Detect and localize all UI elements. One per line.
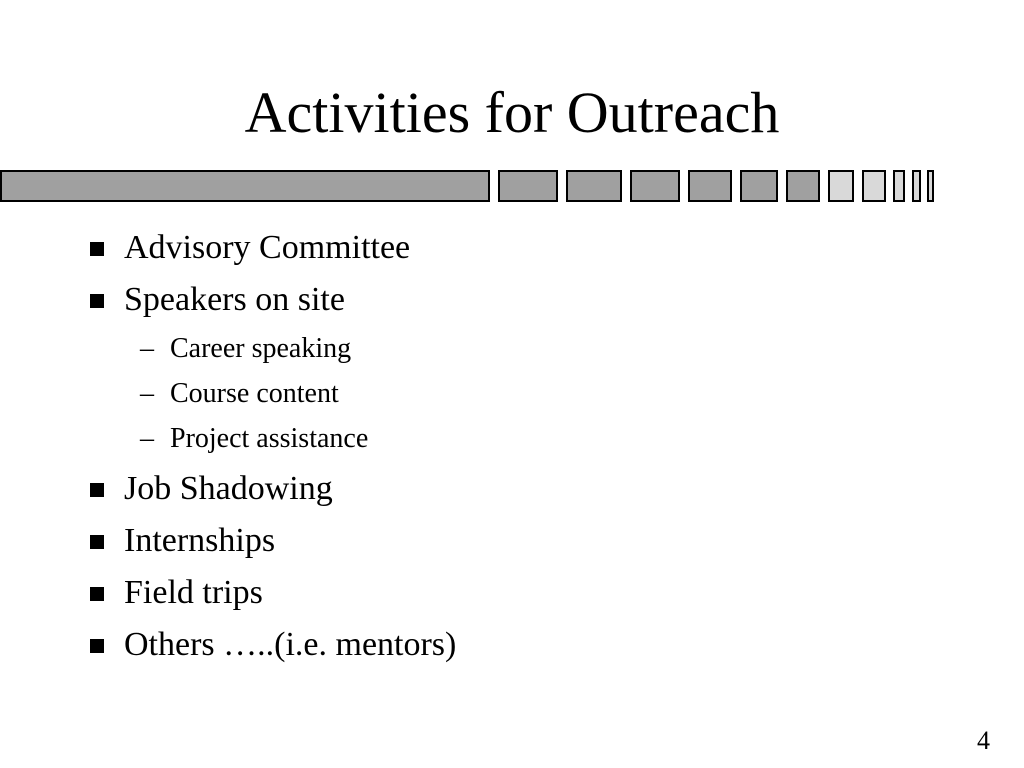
square-bullet-icon — [90, 587, 104, 601]
sub-list-item-text: Career speaking — [170, 333, 352, 364]
square-bullet-icon — [90, 483, 104, 497]
page-number: 4 — [977, 726, 990, 755]
sub-list-item — [140, 422, 369, 456]
square-bullet-icon — [90, 639, 104, 653]
dash-bullet-icon: – — [140, 333, 154, 364]
list-item — [124, 573, 263, 613]
dash-bullet-icon: – — [140, 378, 154, 409]
slide-title: Activities for Outreach — [244, 80, 780, 145]
sub-list-item-text: Project assistance — [170, 423, 369, 454]
list-item-text: Advisory Committee — [124, 229, 411, 266]
square-bullet-icon — [90, 242, 104, 256]
list-item — [124, 280, 345, 320]
list-item-text: Speakers on site — [124, 281, 345, 318]
list-item — [124, 469, 333, 509]
sub-list-item — [140, 377, 339, 411]
sub-list-item-text: Course content — [170, 378, 339, 409]
square-bullet-icon — [90, 294, 104, 308]
list-item-text: Job Shadowing — [124, 470, 333, 507]
list-item — [124, 625, 456, 665]
dash-bullet-icon: – — [140, 423, 154, 454]
list-item-text: Internships — [124, 522, 276, 559]
list-item-text: Field trips — [124, 574, 263, 611]
list-item-text: Others …..(i.e. mentors) — [124, 626, 457, 663]
square-bullet-icon — [90, 535, 104, 549]
list-item — [124, 228, 410, 268]
list-item — [124, 521, 275, 561]
sub-list-item — [140, 332, 352, 366]
